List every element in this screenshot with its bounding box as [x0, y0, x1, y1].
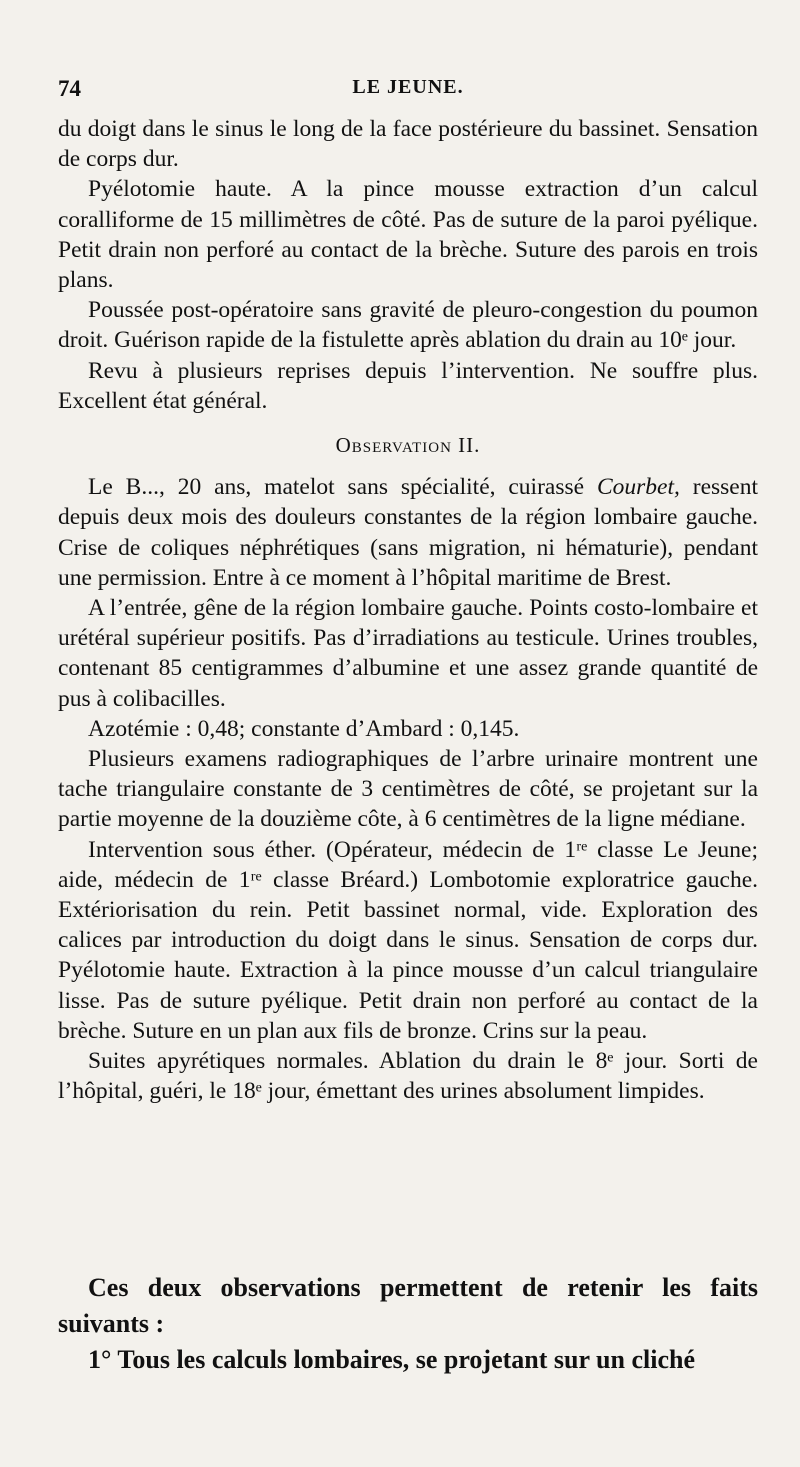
- paragraph: Poussée post-opératoire sans gravité de pleuro-congestion du poumon droit. Guérison rapide de la fistulette après ablation du drain au 10ᵉ jour.: [58, 297, 758, 354]
- paragraph: du doigt dans le sinus le long de la face postérieure du bassinet. Sensation de corps dur.: [58, 116, 758, 173]
- conclusion: [58, 1270, 758, 1378]
- paragraph: Plusieurs examens radiographiques de l’arbre urinaire montrent une tache triangulaire constante de 3 centimètres de côté, se projetant sur la partie moyenne de la douzième côte, à 6 centimètres de la ligne médiane.: [58, 746, 758, 833]
- running-head: [58, 76, 758, 106]
- paragraph: A l’entrée, gêne de la région lombaire gauche. Points costo-lombaire et urétéral supérieur positifs. Pas d’irradiations au testicule. Urines troubles, contenant 85 centigrammes d’albumine et une assez grande quantité de pus à colibacilles.: [58, 595, 758, 712]
- section-title: [58, 430, 758, 460]
- paragraph: Revu à plusieurs reprises depuis l’intervention. Ne souffre plus. Excellent état général.: [58, 357, 758, 414]
- paragraph: Azotémie : 0,48; constante d’Ambard : 0,145.: [88, 715, 520, 742]
- paragraph: Intervention sous éther. (Opérateur, médecin de 1ʳᵉ classe Le Jeune; aide, médecin de 1ʳᵉ classe Bréard.) Lombotomie exploratrice gauche. Extériorisation du rein. Petit bassinet normal, vide. Exploration des calices par introduction du doigt dans le sinus. Sensation de corps dur. Pyélotomie haute. Extraction à la pince mousse d’un calcul triangulaire lisse. Pas de suture pyélique. Petit drain non perforé au contact de la brèche. Suture en un plan aux fils de bronze. Crins sur la peau.: [58, 836, 758, 1044]
- section-title-text: Observation II.: [335, 433, 481, 458]
- paragraph-obs2-intro: [58, 472, 758, 593]
- intro-text-after: ressent depuis deux mois des douleurs constantes de la région lombaire gauche. Crise de coliques néphrétiques (sans migration, ni hématurie), pendant une permission. Entre à ce moment à l’hôpital maritime de Brest.: [58, 474, 758, 591]
- intro-text-before: Le B..., 20 ans, matelot sans spécialité, cuirassé: [88, 474, 597, 501]
- paragraph: Pyélotomie haute. A la pince mousse extraction d’un calcul coralliforme de 15 millimètres de côté. Pas de suture de la paroi pyélique. Petit drain non perforé au contact de la brèche. Suture des parois en trois plans.: [58, 176, 758, 294]
- conclusion-line: Ces deux observations permettent de retenir les faits suivants :: [58, 1273, 758, 1338]
- body-text: [58, 114, 758, 1107]
- conclusion-line: 1° Tous les calculs lombaires, se projetant sur un cliché: [88, 1345, 696, 1374]
- ship-name: Courbet,: [596, 474, 680, 501]
- page-number: 74: [58, 76, 81, 101]
- paragraph: Suites apyrétiques normales. Ablation du drain le 8ᵉ jour. Sorti de l’hôpital, guéri, le 18ᵉ jour, émettant des urines absolument limpides.: [58, 1048, 758, 1105]
- running-title: LE JEUNE.: [352, 76, 464, 98]
